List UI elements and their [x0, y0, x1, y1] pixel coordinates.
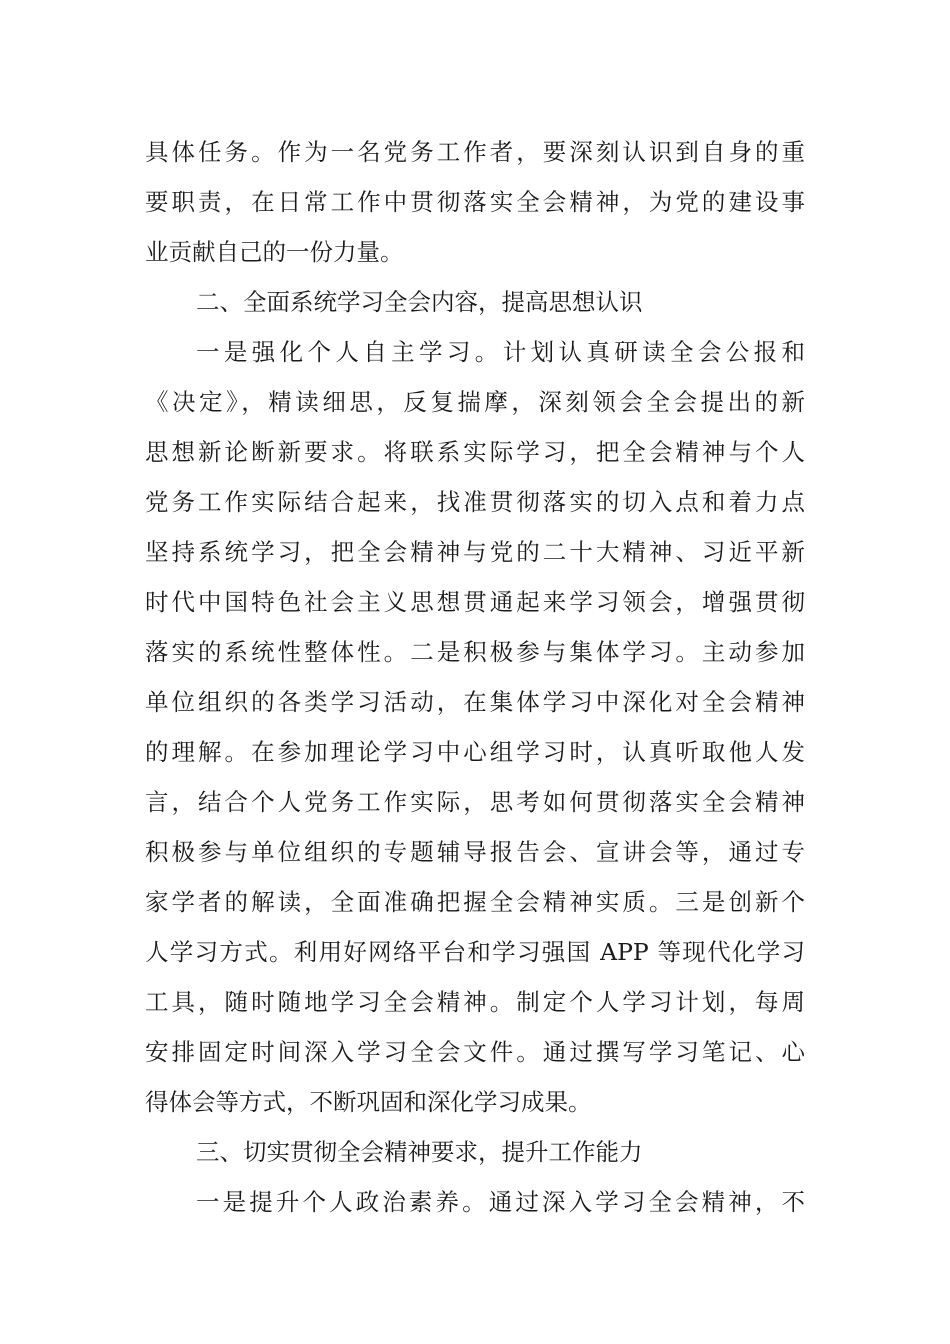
text-line: 具体任务。作为一名党务工作者，要深刻认识到自身的重: [145, 138, 805, 166]
text-line: 党务工作实际结合起来，找准贯彻落实的切入点和着力点: [145, 488, 805, 516]
text-line: 要职责，在日常工作中贯彻落实全会精神，为党的建设事: [145, 188, 805, 216]
text-line: 积极参与单位组织的专题辅导报告会、宣讲会等，通过专: [145, 838, 805, 866]
text-line: 家学者的解读，全面准确把握全会精神实质。三是创新个: [145, 888, 805, 916]
text-line: 坚持系统学习，把全会精神与党的二十大精神、习近平新: [145, 538, 805, 566]
section-heading: 三、切实贯彻全会精神要求，提升工作能力: [196, 1138, 643, 1166]
text-line: 的理解。在参加理论学习中心组学习时，认真听取他人发: [145, 738, 805, 766]
text-line: 业贡献自己的一份力量。: [145, 238, 404, 266]
section-heading: 二、全面系统学习全会内容，提高思想认识: [196, 288, 643, 316]
text-line: 言，结合个人党务工作实际，思考如何贯彻落实全会精神: [145, 788, 805, 816]
text-line: 得体会等方式，不断巩固和深化学习成果。: [145, 1088, 592, 1116]
text-line: 一是强化个人自主学习。计划认真研读全会公报和: [196, 338, 805, 366]
text-line: 时代中国特色社会主义思想贯通起来学习领会，增强贯彻: [145, 588, 805, 616]
text-line: 人学习方式。利用好网络平台和学习强国 APP 等现代化学习: [145, 938, 805, 966]
text-line: 思想新论断新要求。将联系实际学习，把全会精神与个人: [145, 438, 805, 466]
text-line: 落实的系统性整体性。二是积极参与集体学习。主动参加: [145, 638, 805, 666]
text-line: 安排固定时间深入学习全会文件。通过撰写学习笔记、心: [145, 1038, 805, 1066]
text-line: 工具，随时随地学习全会精神。制定个人学习计划，每周: [145, 988, 805, 1016]
text-line: 《决定》，精读细思，反复揣摩，深刻领会全会提出的新: [145, 388, 805, 416]
text-line: 单位组织的各类学习活动，在集体学习中深化对全会精神: [145, 688, 805, 716]
text-line: 一是提升个人政治素养。通过深入学习全会精神，不: [196, 1188, 805, 1216]
